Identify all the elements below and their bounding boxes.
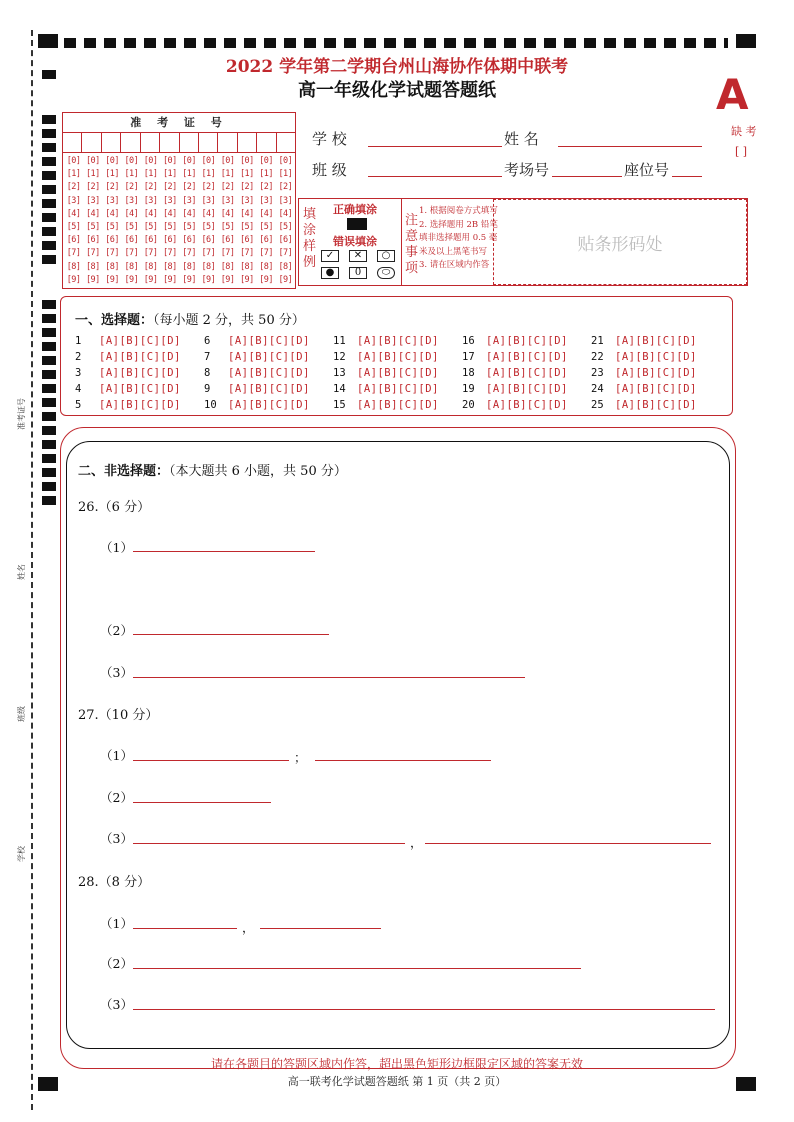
q28-sub3-field[interactable] [133,1009,715,1010]
digit-bubble[interactable]: [0] [162,156,177,166]
digit-bubble[interactable]: [9] [124,274,139,285]
digit-bubble[interactable]: [2] [66,182,81,193]
digit-bubble[interactable]: [3] [85,195,100,206]
digit-bubble[interactable]: [3] [124,195,139,206]
digit-bubble[interactable]: [3] [201,195,216,206]
digit-bubble[interactable]: [6] [85,235,100,246]
q26-sub3-field[interactable] [133,677,525,678]
option-bubbles[interactable]: [A][B][C][D] [99,335,181,347]
digit-column[interactable] [257,155,276,287]
digit-bubble[interactable]: [5] [85,222,100,233]
digit-bubble[interactable]: [3] [220,195,235,206]
choice-answer-grid[interactable] [75,333,720,413]
question-number: 12 [333,351,346,363]
digit-bubble[interactable]: [1] [182,169,197,180]
digit-bubble[interactable]: [3] [66,195,81,206]
digit-bubble[interactable]: [0] [124,156,139,166]
question-number: 9 [204,383,211,395]
digit-bubble[interactable]: [9] [259,274,274,285]
digit-column[interactable] [237,155,256,287]
school-label: 学 校 [312,130,347,148]
question-number: 4 [75,383,82,395]
digit-bubble[interactable]: [6] [143,235,158,246]
option-bubbles[interactable]: [A][B][C][D] [486,351,568,363]
digit-bubble[interactable]: [9] [220,274,235,285]
question-number: 17 [462,351,475,363]
option-bubbles[interactable]: [A][B][C][D] [357,351,439,363]
digit-bubble[interactable]: [5] [201,222,216,233]
digit-bubble[interactable]: [4] [66,208,81,219]
dot-mark-icon: ● [321,267,339,279]
digit-bubble[interactable]: [4] [278,208,293,219]
seat-field[interactable] [672,176,702,177]
question-number: 16 [462,335,475,347]
digit-bubble[interactable]: [0] [143,156,158,166]
question-number: 7 [204,351,211,363]
choice-row[interactable] [591,349,720,365]
digit-bubble[interactable]: [5] [259,222,274,233]
digit-column[interactable] [160,155,179,287]
option-bubbles[interactable]: [A][B][C][D] [357,335,439,347]
digit-bubble[interactable]: [9] [182,274,197,285]
digit-bubble[interactable]: [5] [239,222,254,233]
digit-bubble[interactable]: [6] [201,235,216,246]
question-number: 24 [591,383,604,395]
exam-number-grid [62,112,296,289]
digit-bubble[interactable]: [1] [85,169,100,180]
q27-sub1-field-a[interactable] [133,760,289,761]
digit-bubble[interactable]: [2] [85,182,100,193]
digit-bubble[interactable]: [4] [220,208,235,219]
digit-bubble[interactable]: [8] [85,261,100,272]
choice-row[interactable] [75,381,204,397]
correct-fill-mark [347,218,367,230]
digit-bubble[interactable]: [5] [66,222,81,233]
ellipse-mark-icon: ⬭ [377,267,395,279]
digit-bubble[interactable]: [7] [124,248,139,259]
digit-bubble[interactable]: [4] [85,208,100,219]
barcode-area: 贴条形码处 [493,199,747,285]
digit-bubble[interactable]: [0] [239,156,254,166]
notes-vertical-label: 注 意 事 项 [405,213,419,276]
choice-row[interactable] [591,397,720,413]
digit-bubble[interactable]: [5] [278,222,293,233]
choice-row[interactable] [75,397,204,413]
option-bubbles[interactable]: [A][B][C][D] [615,399,697,411]
wrong-fill-label: 错误填涂 [333,235,377,248]
option-bubbles[interactable]: [A][B][C][D] [357,367,439,379]
choice-row[interactable] [333,333,462,349]
digit-bubble[interactable]: [8] [105,261,120,272]
digit-bubble[interactable]: [0] [278,156,293,166]
choice-row[interactable] [204,365,333,381]
nonchoice-title: 二、非选择题：（本大题共 6 小题，共 50 分） [78,464,347,479]
digit-bubble[interactable]: [9] [143,274,158,285]
digit-bubble[interactable]: [8] [182,261,197,272]
digit-column[interactable] [83,155,102,287]
digit-bubble[interactable]: [2] [201,182,216,193]
notes-list [419,205,498,273]
digit-column[interactable] [199,155,218,287]
question-number: 2 [75,351,82,363]
choice-row[interactable] [75,349,204,365]
digit-bubble[interactable]: [1] [66,169,81,180]
question-number: 15 [333,399,346,411]
digit-bubble[interactable]: [1] [201,169,216,180]
exam-number-label: 准 考 证 号 [63,113,295,133]
answer-area-warning: 请在各题目的答题区域内作答，超出黑色矩形边框限定区域的答案无效 [210,1057,583,1071]
q28-sub2-field[interactable] [133,968,581,969]
note-line: 1. 根据阅卷方式填写 [419,206,498,216]
choice-title: 一、选择题：（每小题 2 分，共 50 分） [75,313,305,328]
option-bubbles[interactable]: [A][B][C][D] [615,383,697,395]
digit-bubble[interactable]: [1] [105,169,120,180]
digit-bubble[interactable]: [0] [220,156,235,166]
choice-row[interactable] [591,365,720,381]
digit-column[interactable] [64,155,83,287]
q27-sub3-label: （3） [100,831,133,846]
fill-sample-box [298,198,748,286]
question-number: 1 [75,335,82,347]
q28-comma: ， [242,920,255,935]
q27-comma: ， [410,835,423,850]
digit-bubble[interactable]: [6] [278,235,293,246]
option-bubbles[interactable]: [A][B][C][D] [228,351,310,363]
option-bubbles[interactable]: [A][B][C][D] [228,335,310,347]
digit-bubble[interactable]: [4] [124,208,139,219]
digit-bubble[interactable]: [6] [259,235,274,246]
q26-sub2-label: （2） [100,623,133,638]
digit-bubble[interactable]: [1] [220,169,235,180]
choice-column [75,333,204,413]
note-line: 2. 选择题用 2B 铅笔 [419,219,498,230]
timing-marks-left-1 [42,115,56,265]
digit-bubble[interactable]: [4] [143,208,158,219]
option-bubbles[interactable]: [A][B][C][D] [486,335,568,347]
digit-column[interactable] [122,155,141,287]
digit-bubble[interactable]: [7] [143,248,158,259]
question-number: 6 [204,335,211,347]
oval-mark-icon: 0 [349,267,367,279]
digit-bubble[interactable]: [8] [220,261,235,272]
digit-bubble[interactable]: [5] [105,222,120,233]
digit-bubble[interactable]: [4] [105,208,120,219]
digit-bubble[interactable]: [1] [124,169,139,180]
question-number: 14 [333,383,346,395]
digit-bubble[interactable]: [9] [66,274,81,285]
digit-bubble[interactable]: [2] [143,182,158,193]
name-label: 姓 名 [504,130,539,148]
exam-number-boxes[interactable] [63,133,295,153]
choice-row[interactable] [591,381,720,397]
exam-title: 2022 学年第二学期台州山海协作体期中联考 [225,57,569,77]
option-bubbles[interactable]: [A][B][C][D] [228,383,310,395]
digit-bubble[interactable]: [9] [85,274,100,285]
option-bubbles[interactable]: [A][B][C][D] [486,399,568,411]
digit-bubble[interactable]: [1] [239,169,254,180]
choice-row[interactable] [591,333,720,349]
side-class: 班级 [17,706,26,722]
option-bubbles[interactable]: [A][B][C][D] [99,399,181,411]
question-number: 13 [333,367,346,379]
nonchoice-note: （本大题共 6 小题，共 50 分） [169,464,347,479]
choice-row[interactable] [204,333,333,349]
digit-bubble[interactable]: [8] [259,261,274,272]
digit-bubble[interactable]: [7] [85,248,100,259]
digit-bubble[interactable]: [3] [182,195,197,206]
digit-bubble[interactable]: [4] [182,208,197,219]
digit-bubble[interactable]: [8] [66,261,81,272]
choice-note: （每小题 2 分，共 50 分） [153,313,305,328]
choice-row[interactable] [75,333,204,349]
name-field[interactable] [558,146,702,147]
digit-bubble[interactable]: [5] [182,222,197,233]
digit-bubble[interactable]: [2] [162,182,177,193]
choice-column [204,333,333,413]
digit-bubble[interactable]: [4] [239,208,254,219]
q26-sub2-field[interactable] [133,634,329,635]
digit-bubble[interactable]: [4] [162,208,177,219]
side-name: 姓名 [17,564,26,580]
digit-bubbles[interactable] [63,153,295,287]
option-bubbles[interactable]: [A][B][C][D] [228,399,310,411]
digit-bubble[interactable]: [6] [220,235,235,246]
choice-row[interactable] [204,381,333,397]
choice-row[interactable] [462,349,591,365]
option-bubbles[interactable]: [A][B][C][D] [486,367,568,379]
digit-bubble[interactable]: [6] [66,235,81,246]
option-bubbles[interactable]: [A][B][C][D] [228,367,310,379]
digit-bubble[interactable]: [6] [182,235,197,246]
digit-bubble[interactable]: [2] [239,182,254,193]
digit-bubble[interactable]: [8] [143,261,158,272]
note-line: 米及以上黑笔书写 [419,246,488,257]
digit-bubble[interactable]: [2] [278,182,293,193]
q27-sub1-label: （1） [100,748,133,763]
q27-sub2-label: （2） [100,790,133,805]
school-field[interactable] [368,146,502,147]
q28-sub1-field-a[interactable] [133,928,237,929]
q26-sub1-label: （1） [100,540,133,555]
digit-column[interactable] [103,155,122,287]
q27-sub3-field-a[interactable] [133,843,405,844]
digit-bubble[interactable]: [8] [239,261,254,272]
option-bubbles[interactable]: [A][B][C][D] [486,383,568,395]
question-number: 21 [591,335,604,347]
digit-bubble[interactable]: [9] [162,274,177,285]
digit-bubble[interactable]: [7] [220,248,235,259]
option-bubbles[interactable]: [A][B][C][D] [357,383,439,395]
q27-sub3-field-b[interactable] [425,843,711,844]
digit-bubble[interactable]: [9] [201,274,216,285]
choice-row[interactable] [462,333,591,349]
choice-row[interactable] [204,397,333,413]
correct-fill-label: 正确填涂 [333,203,377,216]
choice-row[interactable] [462,397,591,413]
choice-section [60,296,733,416]
question-28: 28.（8 分） [78,875,151,890]
digit-bubble[interactable]: [1] [259,169,274,180]
q27-semicolon: ； [294,750,307,765]
digit-bubble[interactable]: [3] [105,195,120,206]
digit-bubble[interactable]: [3] [239,195,254,206]
sheet-title: 高一年级化学试题答题纸 [298,80,496,101]
check-mark-icon: ✓ [321,250,339,262]
digit-bubble[interactable]: [2] [259,182,274,193]
digit-bubble[interactable]: [7] [182,248,197,259]
q27-sub2-field[interactable] [133,802,271,803]
choice-row[interactable] [462,381,591,397]
question-27: 27.（10 分） [78,708,159,723]
digit-bubble[interactable]: [3] [143,195,158,206]
question-number: 5 [75,399,82,411]
digit-bubble[interactable]: [3] [162,195,177,206]
digit-bubble[interactable]: [8] [162,261,177,272]
digit-column[interactable] [276,155,295,287]
answer-area-inner [66,441,730,1049]
digit-bubble[interactable]: [7] [201,248,216,259]
question-number: 23 [591,367,604,379]
digit-bubble[interactable]: [0] [182,156,197,166]
absent-box[interactable] [731,122,761,162]
digit-bubble[interactable]: [7] [66,248,81,259]
option-bubbles[interactable]: [A][B][C][D] [615,351,697,363]
digit-bubble[interactable]: [7] [259,248,274,259]
fill-sample-vertical-label: 填 涂 样 例 [303,207,317,270]
digit-bubble[interactable]: [9] [278,274,293,285]
question-number: 18 [462,367,475,379]
digit-bubble[interactable]: [0] [85,156,100,166]
note-line: 3. 请在区域内作答 [419,260,490,270]
digit-bubble[interactable]: [4] [259,208,274,219]
digit-bubble[interactable]: [8] [201,261,216,272]
choice-column [462,333,591,413]
question-number: 3 [75,367,82,379]
digit-bubble[interactable]: [6] [162,235,177,246]
q28-sub1-field-b[interactable] [260,928,381,929]
q26-sub3-label: （3） [100,665,133,680]
digit-bubble[interactable]: [5] [162,222,177,233]
option-bubbles[interactable]: [A][B][C][D] [99,383,181,395]
question-number: 22 [591,351,604,363]
choice-row[interactable] [333,349,462,365]
digit-bubble[interactable]: [2] [182,182,197,193]
q26-sub1-field[interactable] [133,551,315,552]
question-number: 8 [204,367,211,379]
choice-row[interactable] [333,365,462,381]
digit-bubble[interactable]: [3] [278,195,293,206]
circle-mark-icon: ○ [377,250,395,262]
choice-row[interactable] [204,349,333,365]
option-bubbles[interactable]: [A][B][C][D] [357,399,439,411]
q27-sub1-field-b[interactable] [315,760,491,761]
choice-row[interactable] [333,381,462,397]
digit-bubble[interactable]: [1] [143,169,158,180]
digit-bubble[interactable]: [5] [220,222,235,233]
digit-bubble[interactable]: [2] [220,182,235,193]
q28-sub3-label: （3） [100,997,133,1012]
question-number: 11 [333,335,346,347]
digit-bubble[interactable]: [7] [105,248,120,259]
cross-mark-icon: ✕ [349,250,367,262]
absent-bubble[interactable]: [ ] [735,145,748,158]
digit-column[interactable] [218,155,237,287]
room-label: 考场号 [504,161,550,179]
digit-bubble[interactable]: [2] [105,182,120,193]
digit-bubble[interactable]: [8] [124,261,139,272]
digit-bubble[interactable]: [1] [162,169,177,180]
digit-bubble[interactable]: [0] [66,156,81,166]
corner-mark-tr [736,34,756,48]
question-26: 26.（6 分） [78,500,151,515]
digit-bubble[interactable]: [3] [259,195,274,206]
paper-type: A [716,70,749,119]
digit-bubble[interactable]: [4] [201,208,216,219]
question-number: 20 [462,399,475,411]
digit-bubble[interactable]: [1] [278,169,293,180]
choice-row[interactable] [75,365,204,381]
digit-bubble[interactable]: [6] [105,235,120,246]
timing-marks-left-2 [42,300,56,505]
q28-sub1-label: （1） [100,916,133,931]
side-exam-no: 准考证号 [17,398,26,430]
digit-bubble[interactable]: [8] [278,261,293,272]
timing-marks-top [64,38,728,48]
digit-bubble[interactable]: [5] [124,222,139,233]
digit-bubble[interactable]: [2] [124,182,139,193]
digit-bubble[interactable]: [7] [162,248,177,259]
room-field[interactable] [552,176,622,177]
class-field[interactable] [368,176,502,177]
class-label: 班 级 [312,161,347,179]
digit-bubble[interactable]: [6] [124,235,139,246]
option-bubbles[interactable]: [A][B][C][D] [99,351,181,363]
digit-bubble[interactable]: [6] [239,235,254,246]
seat-label: 座位号 [624,161,670,179]
digit-bubble[interactable]: [5] [143,222,158,233]
note-line: 填非选择题用 0.5 毫 [419,233,498,243]
side-school: 学校 [17,846,26,862]
digit-column[interactable] [180,155,199,287]
digit-column[interactable] [141,155,160,287]
digit-bubble[interactable]: [0] [105,156,120,166]
option-bubbles[interactable]: [A][B][C][D] [615,335,697,347]
choice-row[interactable] [333,397,462,413]
corner-mark-tl [38,34,58,48]
option-bubbles[interactable]: [A][B][C][D] [615,367,697,379]
digit-bubble[interactable]: [7] [239,248,254,259]
choice-column [591,333,720,413]
q28-sub2-label: （2） [100,956,133,971]
binding-line [31,30,33,1110]
page-footer: 高一联考化学试题答题纸 第 1 页（共 2 页） [287,1075,507,1088]
question-number: 19 [462,383,475,395]
absent-label: 缺 考 [731,125,757,138]
choice-row[interactable] [462,365,591,381]
digit-bubble[interactable]: [9] [239,274,254,285]
digit-bubble[interactable]: [9] [105,274,120,285]
digit-bubble[interactable]: [7] [278,248,293,259]
question-number: 25 [591,399,604,411]
question-number: 10 [204,399,217,411]
option-bubbles[interactable]: [A][B][C][D] [99,367,181,379]
digit-bubble[interactable]: [0] [201,156,216,166]
digit-bubble[interactable]: [0] [259,156,274,166]
choice-column [333,333,462,413]
